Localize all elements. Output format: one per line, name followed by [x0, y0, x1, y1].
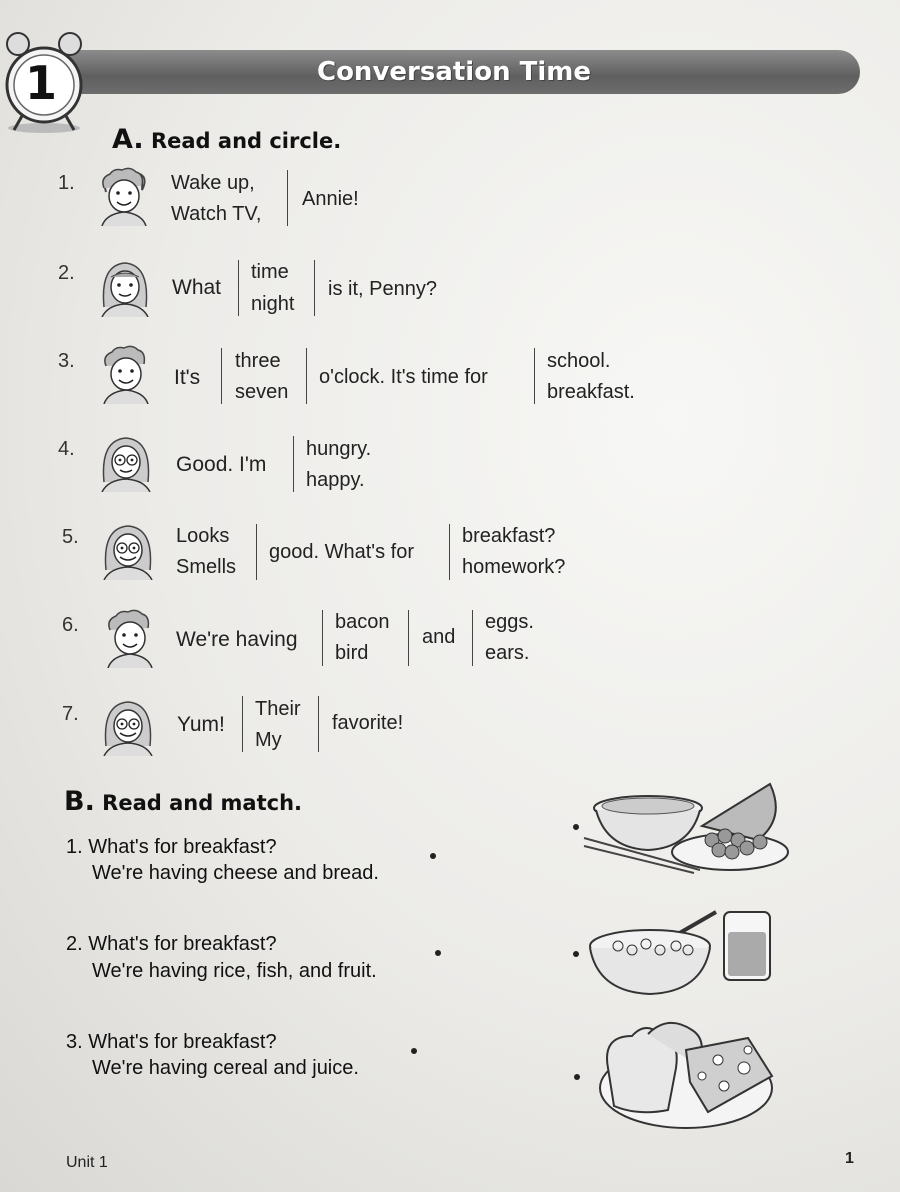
item-number: 3. [58, 350, 75, 372]
choice-their[interactable]: Their [255, 698, 301, 720]
item-text: good. What's for [269, 541, 414, 563]
divider [221, 348, 222, 404]
match-number: 2. [66, 933, 83, 955]
item-number: 1. [58, 172, 75, 194]
match-number: 1. [66, 836, 83, 858]
rice-fish-fruit-icon [582, 778, 792, 874]
penny-glasses-face-icon [94, 432, 158, 492]
choice-looks[interactable]: Looks [176, 525, 230, 547]
choice-breakfast[interactable]: breakfast. [547, 381, 635, 403]
penny-glasses-face-icon [96, 520, 160, 580]
title-banner [48, 50, 860, 94]
match-question-text: What's for breakfast? [88, 933, 277, 955]
match-answer: We're having cheese and bread. [92, 862, 379, 884]
section-a-letter: A. [112, 124, 144, 155]
section-b-instruction: Read and match. [102, 791, 303, 815]
divider [322, 610, 323, 666]
match-answer: We're having rice, fish, and fruit. [92, 960, 377, 982]
section-a-instruction: Read and circle. [150, 129, 342, 153]
cheese-bread-icon [598, 1016, 778, 1132]
item-number: 4. [58, 438, 75, 460]
divider [314, 260, 315, 316]
penny-face-icon [94, 257, 156, 317]
match-question-text: What's for breakfast? [88, 836, 277, 858]
choice-breakfast[interactable]: breakfast? [462, 525, 556, 547]
item-text: It's [174, 366, 201, 389]
choice-school[interactable]: school. [547, 350, 611, 372]
item-text: Annie! [302, 188, 359, 210]
choice-bacon[interactable]: bacon [335, 611, 390, 633]
item-number: 6. [62, 614, 79, 636]
choice-ears[interactable]: ears. [485, 642, 530, 664]
match-dot-left[interactable] [435, 950, 441, 956]
item-number: 2. [58, 262, 75, 284]
item-text: o'clock. It's time for [319, 366, 488, 388]
divider [238, 260, 239, 316]
choice-bird[interactable]: bird [335, 642, 369, 664]
match-dot-right[interactable] [573, 824, 579, 830]
page-number: 1 [845, 1150, 854, 1167]
unit-label: Unit 1 [66, 1154, 108, 1171]
match-question [66, 930, 277, 958]
choice-three[interactable]: three [235, 350, 281, 372]
item-text: favorite! [332, 712, 404, 734]
item-text: is it, Penny? [328, 278, 437, 300]
divider [408, 610, 409, 666]
item-text: What [172, 276, 222, 299]
divider [287, 170, 288, 226]
match-question [66, 1028, 277, 1056]
annie-face-icon [94, 344, 158, 404]
page-title: Conversation Time [316, 57, 591, 87]
penny-glasses-face-icon [96, 696, 160, 756]
choice-time[interactable]: time [251, 261, 289, 283]
divider [256, 524, 257, 580]
choice-wake-up[interactable]: Wake up, [171, 172, 255, 194]
divider [449, 524, 450, 580]
item-number: 7. [62, 703, 79, 725]
item-text: and [422, 626, 456, 648]
choice-smells[interactable]: Smells [176, 556, 237, 578]
match-dot-right[interactable] [574, 1074, 580, 1080]
item-number: 5. [62, 526, 79, 548]
divider [472, 610, 473, 666]
section-b-letter: B. [64, 786, 95, 817]
divider [242, 696, 243, 752]
choice-eggs[interactable]: eggs. [485, 611, 534, 633]
divider [306, 348, 307, 404]
annie-face-icon [92, 166, 156, 226]
unit-number: 1 [24, 56, 57, 110]
match-question [66, 833, 277, 861]
match-dot-right[interactable] [573, 951, 579, 957]
choice-happy[interactable]: happy. [306, 469, 365, 491]
choice-homework[interactable]: homework? [462, 556, 566, 578]
match-question-text: What's for breakfast? [88, 1031, 277, 1053]
choice-night[interactable]: night [251, 293, 295, 315]
divider [293, 436, 294, 492]
section-a-title [112, 124, 341, 155]
item-text: Good. I'm [176, 453, 267, 476]
annie-face-icon [98, 608, 162, 668]
item-text: We're having [176, 628, 298, 651]
match-number: 3. [66, 1031, 83, 1053]
divider [534, 348, 535, 404]
choice-hungry[interactable]: hungry. [306, 438, 372, 460]
match-dot-left[interactable] [411, 1048, 417, 1054]
choice-watch-tv[interactable]: Watch TV, [171, 203, 262, 225]
cereal-juice-icon [588, 906, 778, 996]
choice-my[interactable]: My [255, 729, 282, 751]
item-text: Yum! [177, 713, 225, 736]
match-dot-left[interactable] [430, 853, 436, 859]
section-b-title [64, 786, 302, 817]
choice-seven[interactable]: seven [235, 381, 289, 403]
match-answer: We're having cereal and juice. [92, 1057, 359, 1079]
divider [318, 696, 319, 752]
